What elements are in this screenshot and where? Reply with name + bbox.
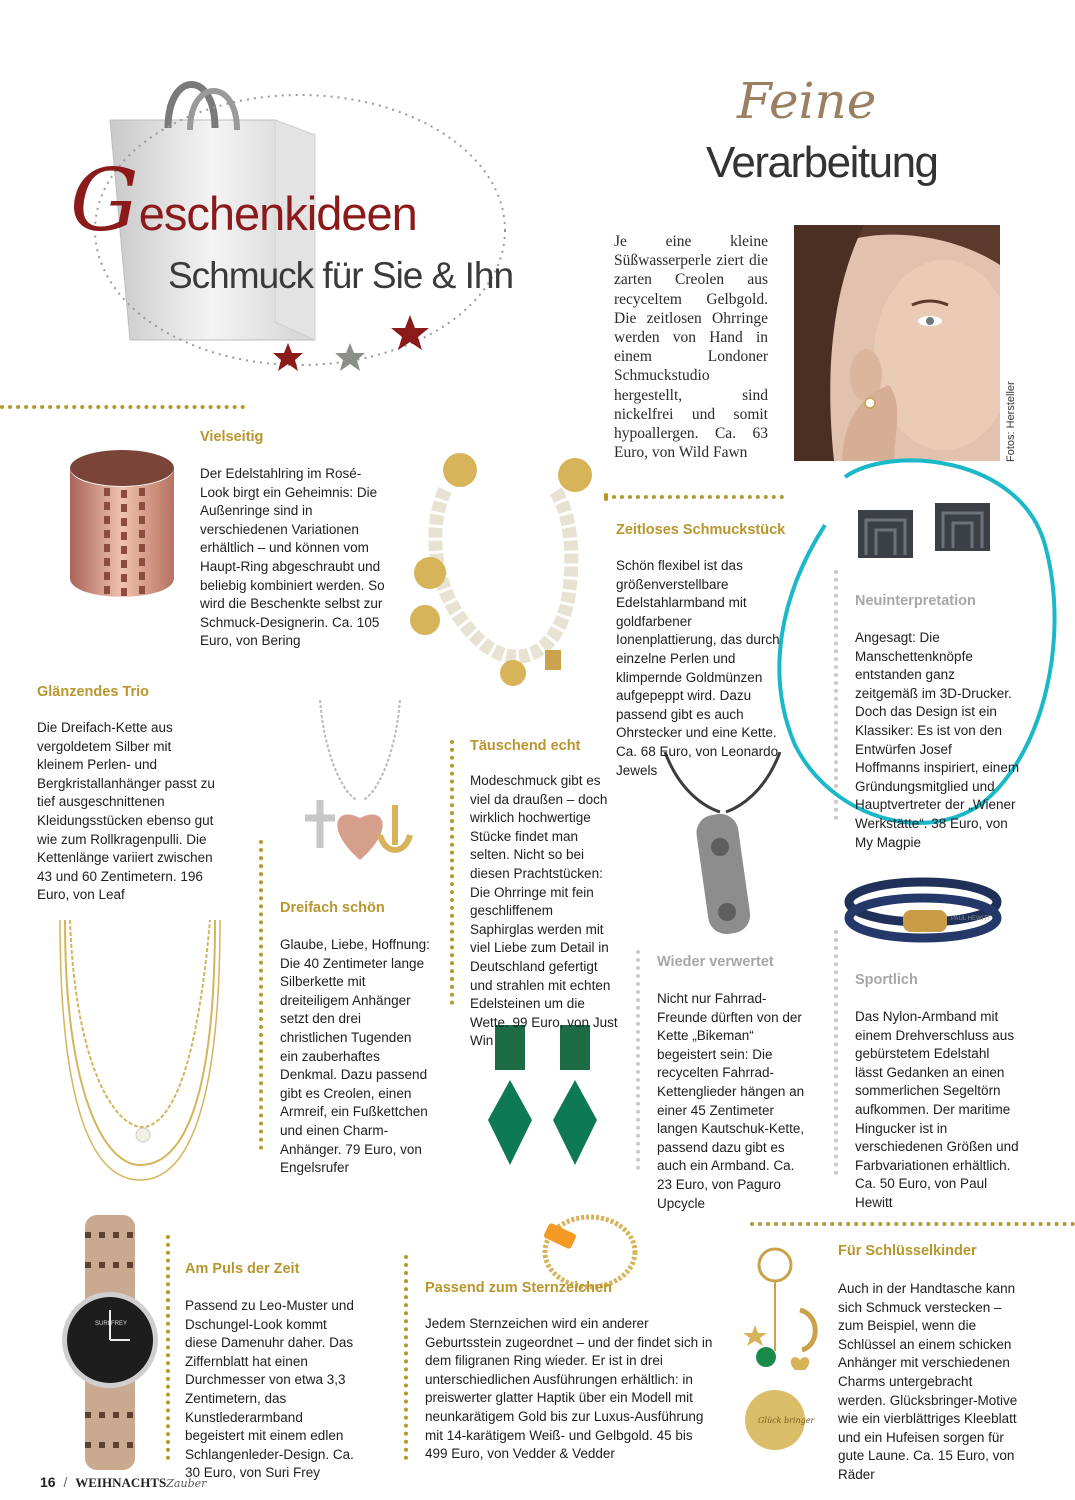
dotted-rule [834,930,838,1175]
product-heading: Passend zum Sternzeichen [425,1280,612,1296]
footer-separator: / [63,1474,68,1490]
dotted-rule [604,495,784,499]
page-footer [40,1474,206,1491]
dotted-rule [259,840,263,1150]
portrait-photo [794,225,1000,461]
bike-chain-necklace-image [660,752,785,947]
dotted-rule [166,1235,170,1460]
feature-title: Verarbeitung [706,138,938,187]
product-heading: Täuschend echt [470,738,581,754]
product-heading: Dreifach schön [280,900,385,916]
watch-image [55,1215,165,1470]
product-heading: Zeitloses Schmuckstück [616,522,786,538]
dotted-rule [450,740,454,1005]
cufflinks-image [850,495,1000,565]
product-text: Modeschmuck gibt es viel da draußen – doch wirklich hochwertige Stücke findet man selten. Nicht so bei diesen Prachtstücken: Die Ohrringe mit fein geschliffenem Saphirglas werden mit viel Liebe zum Detail in Deutschland gefertigt und strahlen mit echten Edelsteinen um die Wette. 99 Euro, von Just Win [470,773,618,1049]
triple-necklace-image [55,915,225,1185]
bracelet-brand-label: PAUL HEWITT [951,916,991,922]
product-text: Jedem Sternzeichen wird ein anderer Geburtsstein zugeordnet – und der findet sich in dem filigranen Ring wieder. Er ist in drei unterschiedlichen Ausführungen erhältlich: in preiswerter glatter Haptik über ein Modell mit neunkarätigem Gold bis zur Luxus-Ausführung mit 14-karätigem Weiß- und Gelbgold. 45 bis 499 Euro, von Vedder & Vedder [425,1316,713,1462]
page-subtitle: Schmuck für Sie & Ihn [168,255,514,296]
page-title [70,151,417,251]
watch-brand-label: SURI FREY [95,1321,128,1327]
keychain-image [740,1245,830,1455]
product-text: Der Edelstahlring im Rosé-Look birgt ein Geheimnis: Die Außenringe sind in verschiedenen Variationen erhältlich – und können vom Haupt-Ring abgeschraubt und beliebig kombiniert werden. So wird die Beschenkte selbst zur Schmuck-Designerin. Ca. 105 Euro, von Bering [200,466,385,649]
feature-script: Feine [737,72,877,130]
product-text: Die Dreifach-Kette aus vergoldetem Silber mit kleinem Perlen- und Bergkristallanhänger passt zu tief ausgeschnittenen Kleidungsstücken ebenso gut wie zum Rollkragenpulli. Die Kettenlänge variiert zwischen 43 und 60 Zentimetern. 196 Euro, von Leaf [37,720,215,903]
product-text: Schön flexibel ist das größenverstellbare Edelstahlarmband mit goldfarbener Ionenplattierung, das durch einzelne Perlen und klimpernde Goldmünzen aufgepeppt wird. Dazu passend gibt es auch Ohrstecker und eine Kette. Ca. 68 Euro, von Leonardo Jewels [616,558,780,778]
page-title-initial: G [70,151,139,251]
product-text: Auch in der Handtasche kann sich Schmuck verstecken – zum Beispiel, wenn die Schlüssel an einem schicken Anhänger mit verschiedenen Charms untergebracht werden. Glücksbringer-Motive wie ein vierblättriges Kleeblatt und ein Hufeisen sorgen für gute Laune. Ca. 15 Euro, von Räder [838,1281,1018,1482]
charm-text-label: Glück bringer [758,1416,815,1425]
ring-image [52,438,187,608]
dotted-rule [404,1255,408,1460]
charm-necklace-image [285,700,435,865]
product-heading: Sportlich [855,972,918,988]
product-text: Das Nylon-Armband mit einem Drehverschluss aus gebürstetem Edelstahl lässt Gedanken an einen sommerlichen Segeltörn aufkommen. Der maritime Hingucker ist in verschiedenen Größen und Farbvariationen erhältlich. Ca. 50 Euro, von Paul Hewitt [855,1009,1019,1210]
product-heading: Für Schlüsselkinder [838,1243,977,1259]
pearl-bracelet-image [405,445,600,690]
dotted-rule [750,1222,1075,1226]
product-text: Glaube, Liebe, Hoffnung: Die 40 Zentimeter lange Silberkette mit dreiteiligem Anhänger setzt den drei christlichen Tugenden ein zauberhaftes Denkmal. Dazu passend gibt es Creolen, einen Armreif, ein Fußkettchen und einen Charm-Anhänger. 79 Euro, von Engelsrufer [280,937,430,1176]
product-heading: Am Puls der Zeit [185,1261,300,1277]
product-heading: Vielseitig [200,429,264,445]
photo-credit: Fotos: Hersteller [1005,381,1017,462]
magazine-name: WEIHNACHTS [75,1475,167,1490]
intro-text: Je eine kleine Süßwasserperle ziert die zarten Creolen aus recyceltem Gelbgold. Die zeitlosen Ohrringe werden von Hand in einem Londoner Schmuckstudio hergestellt, sind nickelfrei und somit hypoallergen. Ca. 63 Euro, von Wild Fawn [614,233,768,462]
product-heading: Neuinterpretation [855,593,976,609]
product-text: Nicht nur Fahrrad-Freunde dürften von der Kette „Bikeman“ begeistert sein: Die recycelten Fahrrad-Kettenglieder hängen an einer 45 Zentimeter langen Kautschuk-Kette, passend dazu gibt es auch ein Armband. Ca. 23 Euro, von Paguro Upcycle [657,991,805,1211]
dotted-rule [0,405,245,409]
product-text: Angesagt: Die Manschettenknöpfe entstanden ganz zeitgemäß im 3D-Drucker. Doch das Design ist ein Klassiker: Es ist von den Entwürfen Josef Hoffmanns inspiriert, einem Gründungsmitglied und Hauptvertreter der „Wiener Werkstätte“. 38 Euro, von My Magpie [855,630,1020,850]
magazine-name-script: Zauber [166,1477,207,1490]
rope-bracelet-image [843,870,1003,950]
product-heading: Glänzendes Trio [37,684,149,700]
product-heading: Wieder verwertet [657,954,774,970]
product-text: Passend zu Leo-Muster und Dschungel-Look kommt diese Damenuhr daher. Das Ziffernblatt hat einen Durchmesser von etwa 3,3 Zentimetern, das Kunstlederarmband begeistert mit einem edlen Schlangenleder-Design. Ca. 30 Euro, von Suri Frey [185,1298,354,1481]
dotted-rule [636,950,640,1170]
page-title-rest: eschenkideen [138,187,417,240]
page-number: 16 [40,1474,56,1490]
